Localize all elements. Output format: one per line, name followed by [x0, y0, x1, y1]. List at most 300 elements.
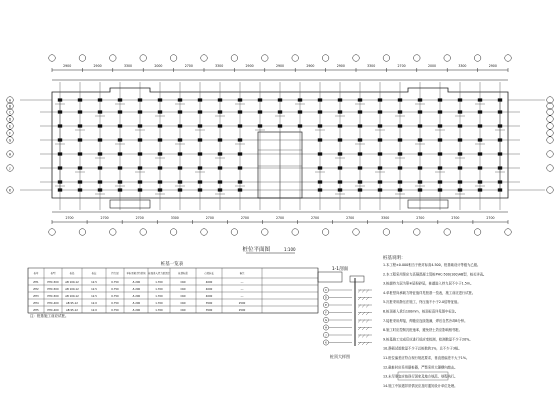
axis-bubble [49, 55, 56, 62]
axis-bubble [444, 229, 451, 236]
dimension-value: 3300 [367, 64, 376, 68]
table-cell: 2500 [238, 302, 246, 305]
note-line: 14.施工中如遇异常情况应及时通知设计单位处理。 [383, 383, 458, 388]
note-line: 10.静载试验数量不少于总桩数的1%，且不少于3根。 [383, 346, 462, 351]
dimension-value: 2700 [240, 216, 249, 220]
note-line: 5.沉桩采用静压法施工，终压值不小于2.0倍特征值。 [383, 300, 461, 305]
pile-cap [138, 152, 142, 155]
table-note: 注：桩基施工前应试桩。 [30, 314, 69, 318]
axis-bubble [322, 229, 329, 236]
table-cell: AB 95-12 [66, 309, 78, 312]
pile-cap [98, 98, 102, 101]
pile-cap [418, 166, 422, 169]
pile-cap [338, 124, 342, 127]
table-header-cell: 桩长 [91, 272, 97, 275]
pile-cap [178, 110, 182, 113]
axis-label: K [8, 188, 12, 193]
pile-cap [398, 124, 402, 127]
table-cell: 2500 [238, 309, 246, 312]
dimension-value: 2700 [416, 216, 425, 220]
pile-cap [278, 110, 282, 113]
axis-bubble [547, 109, 554, 116]
table-cell: AB 100-12 [65, 281, 79, 284]
pile-cap [178, 188, 182, 191]
note-line: 4.单桩竖向承载力特征值详见桩基一览表，施工前应进行试桩。 [383, 290, 476, 295]
pile-cap [198, 98, 202, 101]
table-header-cell: 桩端进入持力层深度 [148, 272, 170, 275]
pile-cap [458, 166, 462, 169]
dimension-value: 2700 [184, 64, 193, 68]
axis-bubble [201, 55, 208, 62]
table-cell: PHC-500 [47, 295, 59, 298]
note-line: 2.本工程采用预应力高强混凝土管桩PHC-500(100)AB型，桩长详表。 [383, 272, 487, 277]
table-cell: --- [240, 281, 244, 284]
table-cell: PHC-500 [47, 281, 59, 284]
table-cell: 1.700 [155, 281, 163, 284]
note-line: 6.桩顶嵌入承台100mm，桩顶标高详见图中标注。 [383, 309, 459, 314]
pile-cap [318, 188, 322, 191]
pile-cap [238, 138, 242, 141]
dimension-value: 2700 [397, 64, 406, 68]
top-axis-bubbles [49, 55, 512, 62]
pile-cap [238, 152, 242, 155]
pile-cap [378, 98, 382, 101]
dimension-value: 2700 [135, 216, 144, 220]
pile-cap [358, 152, 362, 155]
table-cell: 12.0 [91, 309, 97, 312]
pile-cap [218, 188, 222, 191]
pile-cap [178, 138, 182, 141]
pile-cap [218, 180, 222, 183]
pile-cap [58, 152, 62, 155]
pile-cap [118, 124, 122, 127]
section-caption: 桩顶大样图 [330, 354, 350, 359]
axis-bubble [383, 55, 390, 62]
pile-cap [478, 188, 482, 191]
pile-cap [298, 110, 302, 113]
table-cell: ZH1 [33, 281, 39, 284]
pile-cap [478, 180, 482, 183]
pile-cap [498, 188, 502, 191]
pile-cap [118, 98, 122, 101]
section-axis-label: J [325, 333, 327, 338]
table-cell: PHC-400 [47, 302, 59, 305]
axis-bubble [231, 55, 238, 62]
note-line: 3.桩端持力层为第⑥层粉砂层，桩端进入持力层不小于1.5m。 [383, 281, 474, 286]
dimension-value: 2700 [486, 216, 495, 220]
pile-cap [358, 124, 362, 127]
notes-block [383, 254, 486, 388]
table-cell: C60 [180, 295, 186, 298]
section-axis-label: D [324, 295, 328, 300]
note-line: 9.桩基施工完成后应进行低应变检测，检测数量不少于20%。 [383, 337, 473, 342]
pile-cap [418, 152, 422, 155]
dimension-value: 2700 [65, 216, 74, 220]
pile-cap [278, 124, 282, 127]
pile-cap [78, 152, 82, 155]
pile-cap [158, 124, 162, 127]
pile-cap [118, 180, 122, 183]
table-title: 桩基一览表 [160, 262, 184, 267]
pile-cap [438, 124, 442, 127]
pile-cap [98, 180, 102, 183]
pile-schedule-table [28, 260, 318, 318]
pile-cap [58, 110, 62, 113]
axis-bubble [383, 229, 390, 236]
axis-bubble [547, 130, 554, 137]
pile-cap [138, 166, 142, 169]
axis-bubble [79, 229, 86, 236]
pile-cap [158, 110, 162, 113]
pile-cap [318, 138, 322, 141]
pile-cap [338, 166, 342, 169]
pile-cap [438, 98, 442, 101]
pile-cap [358, 166, 362, 169]
pile-cap [458, 180, 462, 183]
pile-cap [338, 138, 342, 141]
pile-cap [178, 98, 182, 101]
pile-cap [358, 110, 362, 113]
pile-cap [118, 188, 122, 191]
dimension-value: 2900 [306, 64, 315, 68]
pile-cap [378, 180, 382, 183]
table-cell: 0.750 [111, 288, 119, 291]
pile-cap [178, 152, 182, 155]
pile-cap [318, 180, 322, 183]
axis-bubble [79, 55, 86, 62]
pile-cap [338, 98, 342, 101]
pile-cap [138, 138, 142, 141]
pile-cap [298, 124, 302, 127]
pile-cap [338, 188, 342, 191]
pile-cap [78, 180, 82, 183]
table-cell: 1.700 [155, 295, 163, 298]
axis-bubble [547, 116, 554, 123]
pile-cap [238, 110, 242, 113]
plan-scale: 1:100 [284, 247, 296, 252]
pile-cap [158, 166, 162, 169]
pile-cap [238, 98, 242, 101]
pile-cap [338, 152, 342, 155]
table-cell: ZH2 [33, 288, 39, 291]
pile-cap [118, 152, 122, 155]
pile-cap [258, 98, 262, 101]
pile-cap [458, 124, 462, 127]
section-axis-label: H [324, 325, 328, 330]
table-header-cell: 桩型 [50, 272, 56, 275]
pile-layout-plan [7, 55, 554, 253]
pile-cap [198, 166, 202, 169]
pile-cap [178, 180, 182, 183]
note-line: 8.施工时应控制沉桩速率，避免挤土效应影响相邻桩。 [383, 328, 462, 333]
pile-cap [438, 110, 442, 113]
pile-cap [438, 138, 442, 141]
table-cell: 3500 [205, 302, 213, 305]
pile-cap [418, 188, 422, 191]
pile-cap [78, 98, 82, 101]
note-line: 12.截桩时应采用锯桩器，严禁采用大锤横向敲击。 [383, 365, 458, 370]
table-cell: 0.750 [111, 302, 119, 305]
table-cell: 0.750 [111, 309, 119, 312]
pile-cap [438, 166, 442, 169]
table-cell: C60 [180, 281, 186, 284]
section-axis-label: K [325, 340, 327, 345]
pile-cap [178, 166, 182, 169]
axis-label: D [8, 117, 12, 122]
pile-cap [318, 98, 322, 101]
axis-label: F [9, 131, 11, 136]
table-cell: 12.5 [91, 281, 97, 284]
table-cell: 12.0 [91, 302, 97, 305]
table-cell: 1.700 [155, 302, 163, 305]
pile-cap [158, 98, 162, 101]
table-cell: -5.200 [131, 295, 141, 298]
dimension-value: 3300 [458, 64, 467, 68]
pile-cap [338, 110, 342, 113]
pile-cap [158, 180, 162, 183]
axis-bubble [110, 229, 117, 236]
pile-cap [198, 188, 202, 191]
pile-cap [418, 124, 422, 127]
pile-cap [458, 98, 462, 101]
dimension-value: 2700 [346, 216, 355, 220]
section-axis-label: C [325, 288, 327, 293]
bottom-dimension-row [52, 216, 508, 224]
table-cell: --- [240, 295, 244, 298]
pile-cap [58, 166, 62, 169]
dimension-value: 3300 [123, 64, 133, 68]
pile-cap [318, 152, 322, 155]
pile-cap [198, 110, 202, 113]
pile-cap [458, 152, 462, 155]
axis-bubble [414, 55, 421, 62]
pile-cap [398, 188, 402, 191]
pile-cap [498, 152, 502, 155]
pile-cap [378, 166, 382, 169]
pile-cap [58, 124, 62, 127]
pile-cap [478, 110, 482, 113]
table-header-cell: 持力层 [111, 272, 119, 275]
dimension-value: 2900 [336, 64, 345, 68]
axis-label: A [8, 98, 12, 103]
axis-bubble [201, 229, 208, 236]
note-line: 13.未尽事宜应按现行国家及地方规范、规程执行。 [383, 374, 458, 379]
axis-bubble [110, 55, 117, 62]
pile-cap [338, 180, 342, 183]
pile-cap [118, 138, 122, 141]
dimension-value: 2900 [488, 64, 497, 68]
pile-cap [438, 188, 442, 191]
axis-bubble [262, 55, 269, 62]
pile-cap [198, 138, 202, 141]
table-cell: 3500 [205, 309, 213, 312]
table-header-cell: 桩径 [69, 272, 75, 275]
axis-bubble [353, 55, 360, 62]
table-cell: -5.200 [131, 281, 141, 284]
pile-cap [498, 124, 502, 127]
axis-bubble [353, 229, 360, 236]
axis-bubble [262, 229, 269, 236]
pile-cap [498, 98, 502, 101]
dimension-value: 2700 [311, 216, 320, 220]
table-header-cell: 桩顶标高 [178, 272, 188, 275]
pile-cap [418, 180, 422, 183]
pile-cap [358, 138, 362, 141]
axis-bubble [547, 187, 554, 194]
pile-cap [138, 110, 142, 113]
axis-bubble [292, 55, 299, 62]
pile-cap [98, 166, 102, 169]
table-header-cell: 单桩承载力特征值 [126, 272, 146, 275]
pile-cap [378, 138, 382, 141]
axis-bubble [547, 151, 554, 158]
dimension-value: 2900 [275, 64, 285, 68]
pile-cap [198, 124, 202, 127]
pile-cap [278, 98, 282, 101]
dimension-value: 3300 [381, 216, 390, 220]
bottom-axis-bubbles [49, 229, 512, 236]
table-cell: AB 95-12 [66, 302, 78, 305]
axis-bubble [231, 229, 238, 236]
axis-bubble [292, 229, 299, 236]
dimension-value: 2700 [275, 216, 285, 220]
pile-cap [358, 188, 362, 191]
axis-bubble [170, 55, 177, 62]
pile-cap [78, 124, 82, 127]
pile-cap [458, 110, 462, 113]
pile-cap [118, 166, 122, 169]
pile-cap [418, 98, 422, 101]
pile-cap [398, 138, 402, 141]
pile-cap [158, 138, 162, 141]
note-line: 1.本工程±0.000相当于绝对标高4.500，桩基础设计等级为乙级。 [383, 263, 481, 267]
pile-cap [458, 188, 462, 191]
pile-cap [98, 188, 102, 191]
pile-cap [478, 166, 482, 169]
table-cell: -5.200 [131, 288, 141, 291]
pile-cap [238, 188, 242, 191]
table-cell: AB 100-12 [65, 288, 79, 291]
pile-cap [238, 124, 242, 127]
dimension-value: 3300 [215, 64, 224, 68]
axis-bubble [547, 123, 554, 130]
section-title: 1-1剖面 [331, 267, 349, 272]
pile-cap [498, 166, 502, 169]
pile-cap [58, 138, 62, 141]
pile-cap [238, 166, 242, 169]
dimension-value: 2000 [154, 64, 163, 68]
dimension-value: 2700 [100, 216, 109, 220]
pile-cap [498, 138, 502, 141]
axis-bubble [505, 229, 512, 236]
section-axis-label: F [325, 310, 327, 315]
pile-cap [398, 180, 402, 183]
table-cell: ZH4 [33, 302, 39, 305]
axis-label: G [8, 138, 12, 143]
axis-bubble [140, 229, 147, 236]
table-header-cell: 备注 [239, 272, 245, 275]
right-axis-bubbles [547, 97, 554, 194]
axis-label: E [8, 124, 12, 129]
axis-bubble [547, 165, 554, 172]
notes-title: 桩基说明： [383, 256, 406, 261]
dimension-value: 2900 [63, 64, 72, 68]
table-cell: PHC-500 [47, 288, 59, 291]
pile-cap [358, 98, 362, 101]
dimension-value: 3300 [170, 216, 179, 220]
pile-cap [198, 152, 202, 155]
pile-cap [58, 180, 62, 183]
pile-cap [218, 110, 222, 113]
pile-cap [458, 138, 462, 141]
axis-bubble [414, 229, 421, 236]
table-header-cell: 有效桩长 [204, 272, 214, 275]
pile-cap [138, 98, 142, 101]
pile-cap [258, 124, 262, 127]
pile-cap [78, 110, 82, 113]
table-cell: ZH5 [33, 309, 39, 312]
table-cell: C60 [180, 302, 186, 305]
table-cell: 1.700 [155, 309, 163, 312]
axis-bubble [170, 229, 177, 236]
pile-cap [98, 124, 102, 127]
pile-cap [238, 180, 242, 183]
table-cell: 12.5 [91, 288, 97, 291]
pile-cap [478, 138, 482, 141]
axis-bubble [474, 229, 481, 236]
axis-label: C [8, 110, 12, 115]
table-header-cell: 桩号 [33, 272, 39, 275]
pile-cap [58, 188, 62, 191]
pile-cap [318, 124, 322, 127]
pile-cap [358, 180, 362, 183]
pile-cap [378, 152, 382, 155]
note-line: 11.桩位偏差应符合现行规范要求，垂直度偏差不大于1%。 [383, 356, 470, 360]
pile-cap [378, 124, 382, 127]
top-dimension-row [52, 64, 508, 72]
pile-cap [478, 124, 482, 127]
pile-cap [478, 152, 482, 155]
section-axis-label: E [325, 303, 327, 308]
pile-cap [138, 180, 142, 183]
pile-cap [218, 152, 222, 155]
pile-cap [438, 180, 442, 183]
pile-cap [58, 98, 62, 101]
pile-cap [218, 138, 222, 141]
pile-cap [78, 188, 82, 191]
pile-cap [98, 110, 102, 113]
table-cell: AB 100-12 [65, 295, 79, 298]
pile-cap [498, 180, 502, 183]
pile-cap [158, 188, 162, 191]
pile-cap [398, 166, 402, 169]
pile-cap [78, 166, 82, 169]
pile-cap [398, 110, 402, 113]
pile-cap [418, 138, 422, 141]
pile-cap [178, 124, 182, 127]
pile-cap [298, 98, 302, 101]
axis-bubble [140, 55, 147, 62]
dimension-value: 2900 [93, 64, 102, 68]
section-axis-label: G [324, 318, 328, 323]
pile-cap [158, 152, 162, 155]
table-cell: 4000 [205, 288, 213, 291]
table-cell: --- [240, 288, 244, 291]
axis-bubble [444, 55, 451, 62]
table-cell: 1.700 [155, 288, 163, 291]
pile-cap [218, 166, 222, 169]
pile-cap [118, 110, 122, 113]
